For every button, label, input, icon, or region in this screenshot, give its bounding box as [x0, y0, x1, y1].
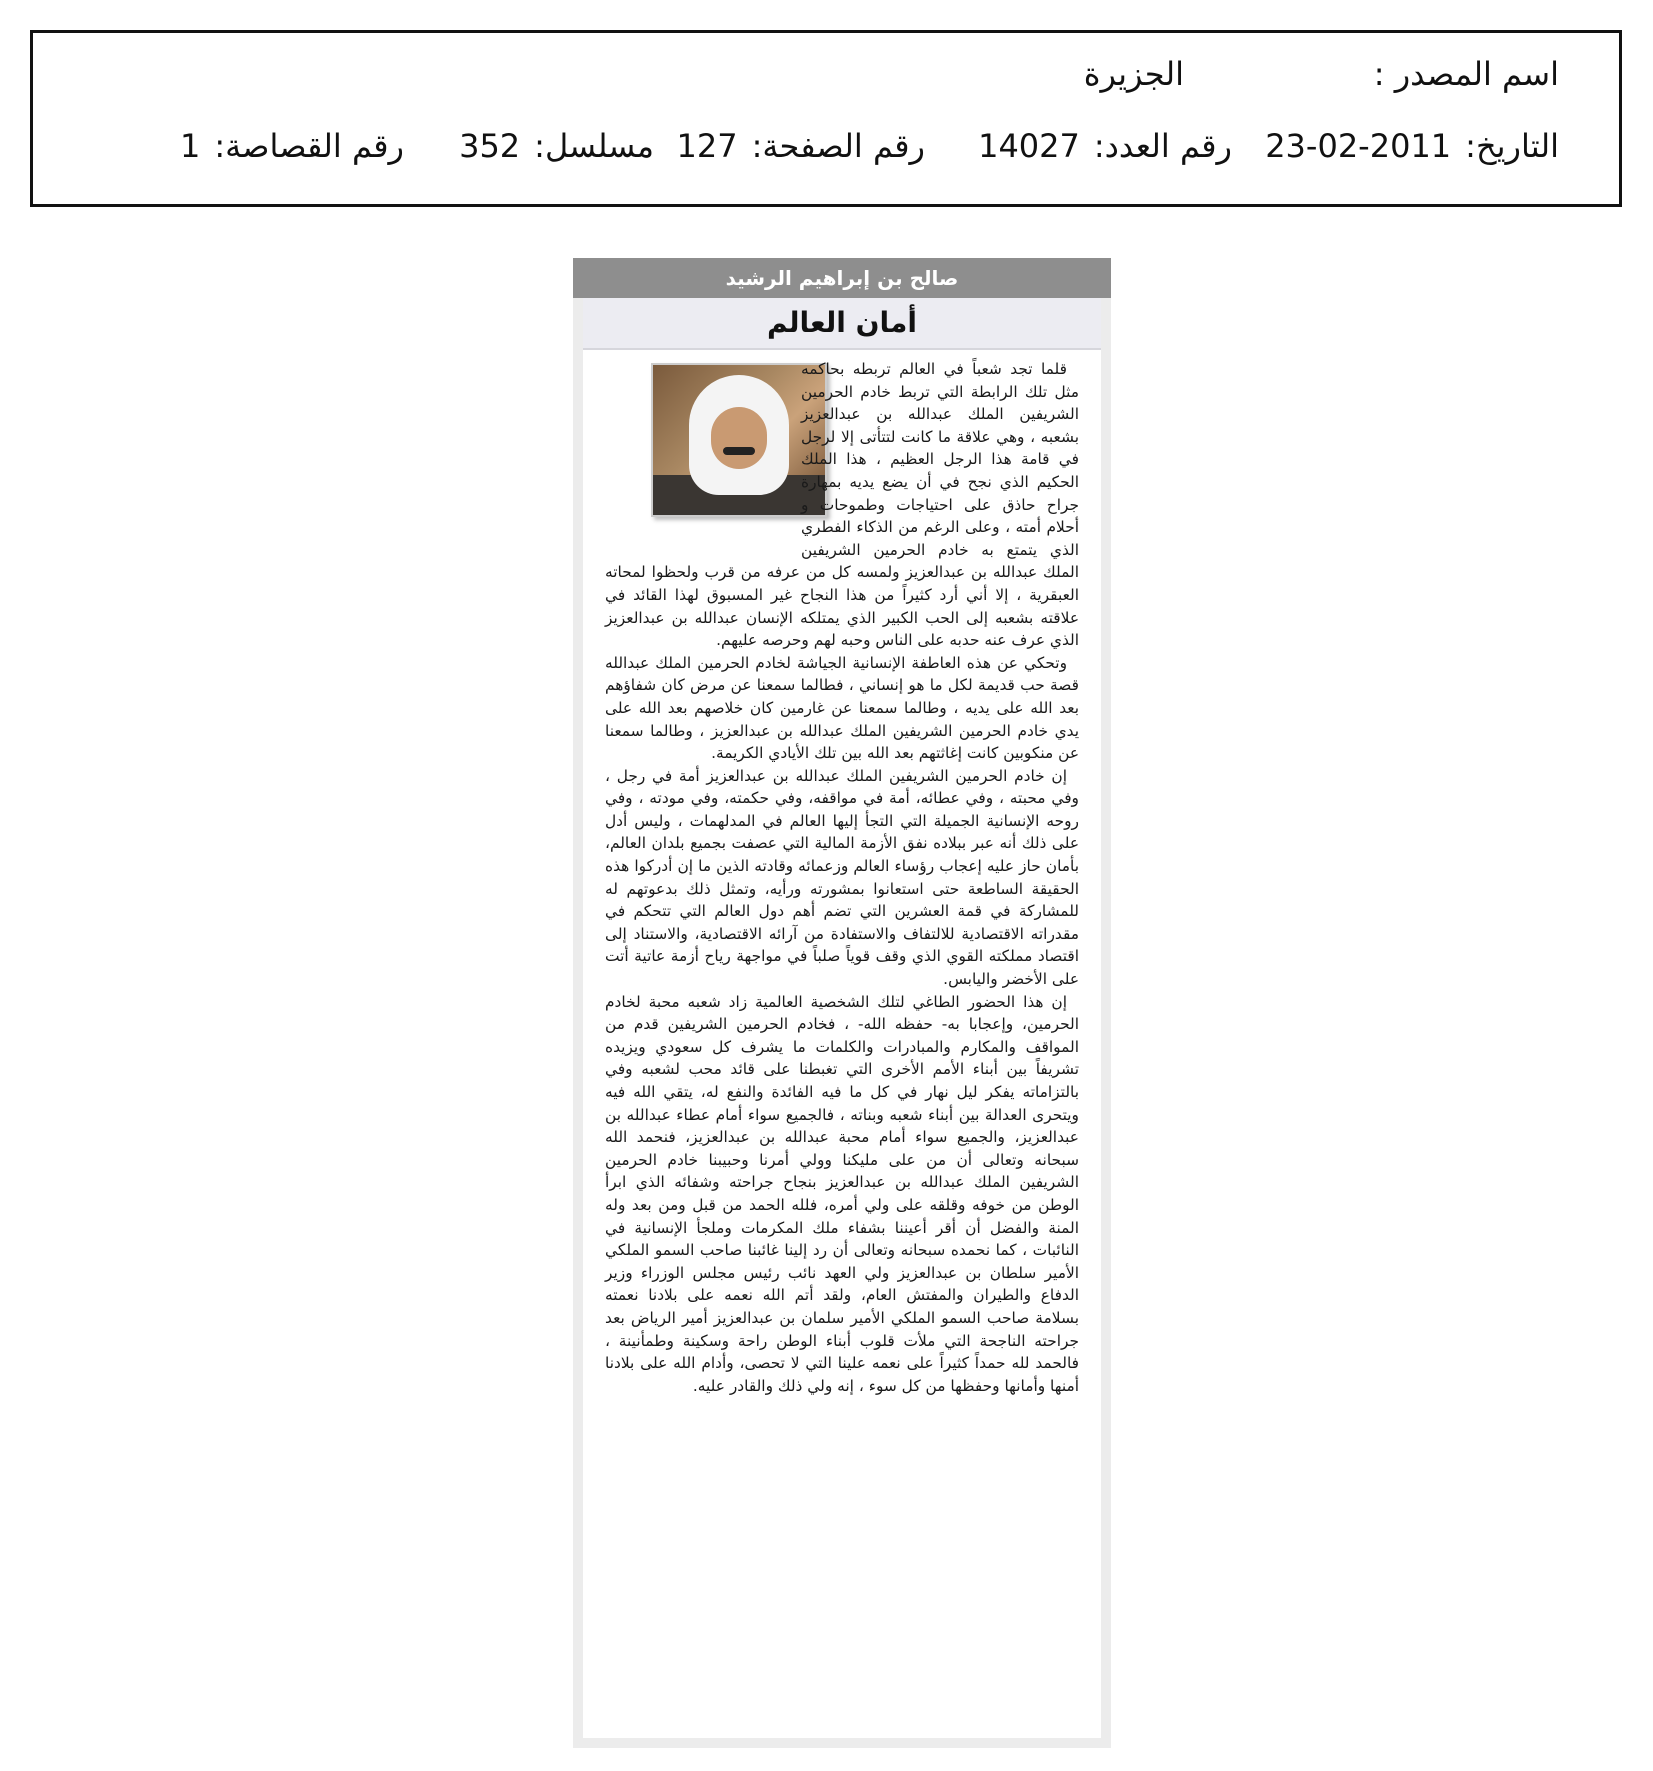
issue-label: رقم العدد:	[1093, 127, 1232, 165]
serial-label: مسلسل:	[534, 127, 654, 165]
serial-field	[459, 127, 654, 165]
issue-value: 14027	[978, 127, 1080, 165]
page-field	[677, 127, 925, 165]
article-paragraph-2: وتحكي عن هذه العاطفة الإنسانية الجياشة لخادم الحرمين الملك عبدالله قصة حب قديمة لكل ما هو إنساني ، فطالما سمعنا عن مرض كان شفاؤهم بعد الله على يديه ، وطالما سمعنا عن غارمين كان خلاصهم بعد الله على يدي خادم الحرمين الشريفين الملك عبدالله بن عبدالعزيز ، وطالما سمعنا عن منكوبين كانت إغاثتهم بعد الله بين تلك الأيادي الكريمة.	[605, 653, 1079, 763]
article-paragraph-3: إن خادم الحرمين الشريفين الملك عبدالله بن عبدالعزيز أمة في رجل ، وفي محبته ، وفي عطائه، أمة في مواقفه، وفي حكمته، وفي مودته ، وفي روحه الإنسانية الجميلة التي التجأ إليها العالم في المدلهمات ، وليس أدل على ذلك أنه عبر ببلاده نفق الأزمة المالية التي عصفت بجميع بلدان العالم، بأمان حاز عليه إعجاب رؤساء العالم وزعمائه وقادته الذين ما إن أدركوا هذه الحقيقة الساطعة حتى استعانوا بمشورته ورأيه، وتمثل ذلك بدعوتهم له للمشاركة في قمة العشرين التي تضم أهم دول العالم التي تتحكم في مقدراته الاقتصادية للالتفاف والاستفادة من آرائه الاقتصادية، والاستناد إلى اقتصاد مملكته القوي الذي وقف قوياً صلباً في مواجهة رياح أزمة عاتية أتت على الأخضر واليابس.	[605, 766, 1079, 989]
article-panel	[583, 298, 1101, 1738]
article-paragraph-1: قلما تجد شعباً في العالم تربطه بحاكمه مثل تلك الرابطة التي تربط خادم الحرمين الشريفين الملك عبدالله بن عبدالعزيز بشعبه ، وهي علاقة ما كانت لتتأتى إلا لرجل في قامة هذا الرجل العظيم ، هذا الملك الحكيم الذي نجح في أن يضع يديه بمهارة جراح حاذق على احتياجات وطموحات و أحلام أمته ، وعلى الرغم من الذكاء الفطري الذي يتمتع به خادم الحرمين الشريفين الملك عبدالله بن عبدالعزيز ولمسه كل من عرفه من قرب ولحظوا لمحاته العبقرية ، إلا أني أرد كثيراً من هذا النجاح غير المسبوق لهذا القائد في علاقته بشعبه إلى الحب الكبير الذي يمتلكه الإنسان عبدالله بن عبدالعزيز الذي عرف عنه حدبه على الناس وحبه لهم وحرصه عليهم.	[605, 360, 1079, 650]
date-label: التاريخ:	[1465, 127, 1559, 165]
author-name: صالح بن إبراهيم الرشيد	[573, 258, 1111, 298]
article-paragraph-4: إن هذا الحضور الطاغي لتلك الشخصية العالمية زاد شعبه محبة لخادم الحرمين، وإعجابا به- حفظه الله- ، فخادم الحرمين الشريفين قدم من المواقف والمكارم والمبادرات والكلمات ما يشرف كل سعودي ويزيده تشريفاً بين أبناء الأمم الأخرى التي تغبطنا على قائد محب لشعبه وفي بالتزاماته يفكر ليل نهار في كل ما فيه الفائدة والنفع له، يتقي الله فيه ويتحرى العدالة بين أبناء شعبه وبناته ، فالجميع سواء أمام عطاء عبدالله بن عبدالعزيز، والجميع سواء أمام محبة عبدالله بن عبدالعزيز، فنحمد الله سبحانه وتعالى أن من على مليكنا وولي أمرنا وحبيبنا خادم الحرمين الشريفين الملك عبدالله بن عبدالعزيز بنجاح جراحته وشفائه الذي ابرأ الوطن من خوفه وقلقه على ولي أمره، فلله الحمد من قبل ومن بعد وله المنة والفضل أن أقر أعيننا بشفاء ملك المكرمات وملجأ الإنسانية في النائبات ، كما نحمده سبحانه وتعالى أن رد إلينا غائبنا صاحب السمو الملكي الأمير سلطان بن عبدالعزيز ولي العهد نائب رئيس مجلس الوزراء وزير الدفاع والطيران والمفتش العام، ولقد أتم الله نعمه على بلادنا نعمته بسلامة صاحب السمو الملكي الأمير سلمان بن عبدالعزيز أمير الرياض بعد جراحته الناجحة التي ملأت قلوب أبناء الوطن راحة وسكينة وطمأنينة ، فالحمد لله حمداً كثيراً على نعمه علينا التي لا تحصى، وأدام الله على بلادنا أمنها وأمانها وحفظها من كل سوء ، إنه ولي ذلك والقادر عليه.	[605, 992, 1079, 1395]
photo-wrap-gap	[605, 358, 801, 558]
source-value: الجزيرة	[1083, 55, 1184, 93]
clip-label: رقم القصاصة:	[214, 127, 404, 165]
article-body	[605, 358, 1079, 1397]
clip-value: 1	[179, 127, 201, 165]
article-headline: أمان العالم	[583, 298, 1101, 350]
source-label: اسم المصدر :	[1373, 55, 1559, 93]
clipping-meta-box	[30, 30, 1622, 207]
issue-field	[978, 127, 1232, 165]
clip-field	[180, 127, 404, 165]
page-label: رقم الصفحة:	[751, 127, 925, 165]
page-value: 127	[676, 127, 738, 165]
newspaper-clipping	[573, 258, 1111, 1748]
date-field	[1265, 127, 1559, 165]
date-value: 2011-02-23	[1265, 127, 1452, 165]
serial-value: 352	[459, 127, 521, 165]
